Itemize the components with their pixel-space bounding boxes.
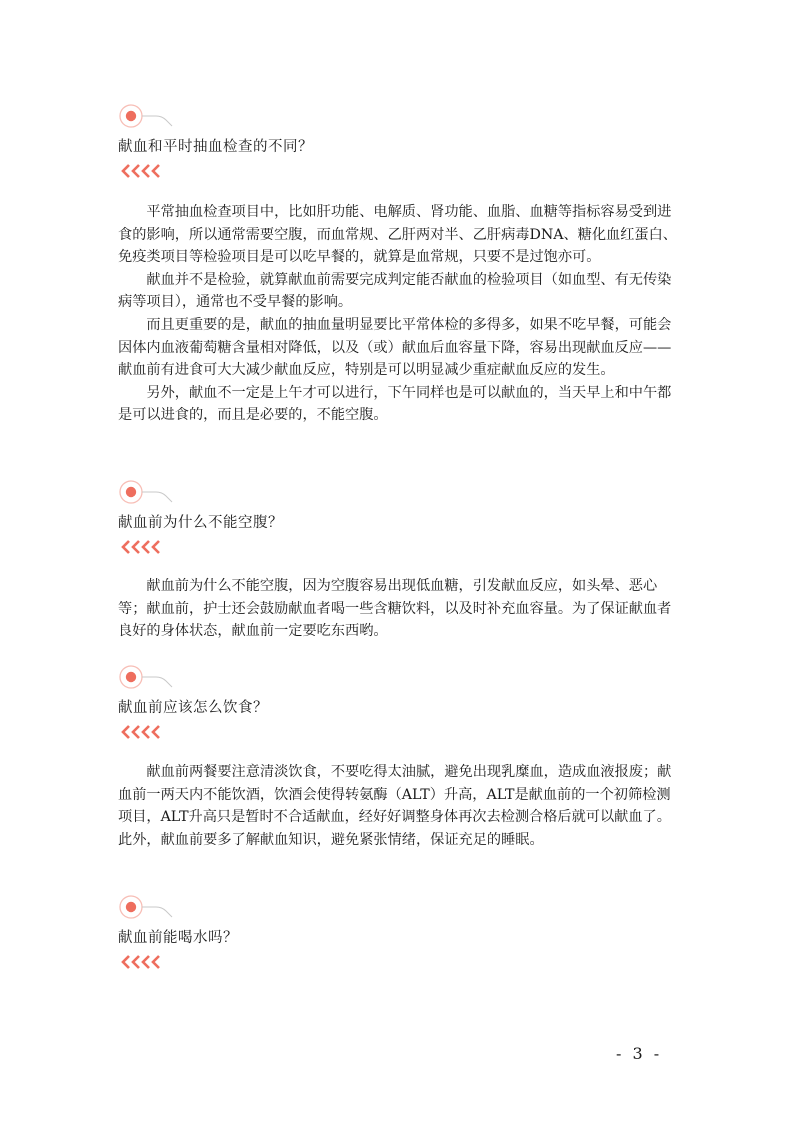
circle-line-decoration-icon: [118, 479, 188, 505]
paragraph: 献血并不是检验，就算献血前需要完成判定能否献血的检验项目（如血型、有无传染病等项目），通常也不受早餐的影响。: [118, 271, 672, 311]
paragraph: 献血前两餐要注意清淡饮食，不要吃得太油腻，避免出现乳糜血，造成血液报废；献血前一两天内不能饮酒，饮酒会使得转氨酶（ALT）升高，ALT是献血前的一个初筛检测项目，ALT升高只是暂时不合适献血，经好好调整身体再次去检测合格后就可以献血了。此外，献血前要多了解献血知识，避免紧张情绪，保证充足的睡眠。: [118, 764, 672, 848]
section-title: 献血前为什么不能空腹？: [118, 515, 283, 531]
paragraph: 而且更重要的是，献血的抽血量明显要比平常体检的多得多，如果不吃早餐，可能会因体内血液葡萄糖含量相对降低，以及（或）献血后血容量下降，容易出现献血反应——献血前有进食可大大减少献血反应，特别是可以明显减少重症献血反应的发生。: [118, 316, 672, 379]
section-title: 献血前能喝水吗？: [118, 930, 238, 946]
circle-line-decoration-icon: [118, 664, 188, 690]
circle-line-decoration-icon: [118, 103, 188, 129]
section-title: 献血前应该怎么饮食？: [118, 700, 268, 716]
chevron-arrows-icon: [120, 164, 166, 178]
paragraph: 平常抽血检查项目中，比如肝功能、电解质、肾功能、血脂、血糖等指标容易受到进食的影响，所以通常需要空腹，而血常规、乙肝两对半、乙肝病毒DNA、糖化血红蛋白、免疫类项目等检验项目是可以吃早餐的，就算是血常规，只要不是过饱亦可。: [118, 204, 677, 266]
chevron-arrows-icon: [120, 540, 166, 554]
paragraph: 另外，献血不一定是上午才可以进行，下午同样也是可以献血的，当天早上和中午都是可以进食的，而且是必要的，不能空腹。: [118, 384, 672, 424]
circle-line-decoration-icon: [118, 894, 188, 920]
section-title: 献血和平时抽血检查的不同？: [118, 139, 313, 155]
section-body: [118, 201, 678, 427]
section-body: [118, 575, 678, 643]
section-body: [118, 761, 678, 851]
chevron-arrows-icon: [120, 955, 166, 969]
page-number: - 3 -: [616, 1044, 663, 1063]
chevron-arrows-icon: [120, 725, 166, 739]
paragraph: 献血前为什么不能空腹，因为空腹容易出现低血糖，引发献血反应，如头晕、恶心等；献血前，护士还会鼓励献血者喝一些含糖饮料，以及时补充血容量。为了保证献血者良好的身体状态，献血前一定要吃东西哟。: [118, 578, 672, 640]
